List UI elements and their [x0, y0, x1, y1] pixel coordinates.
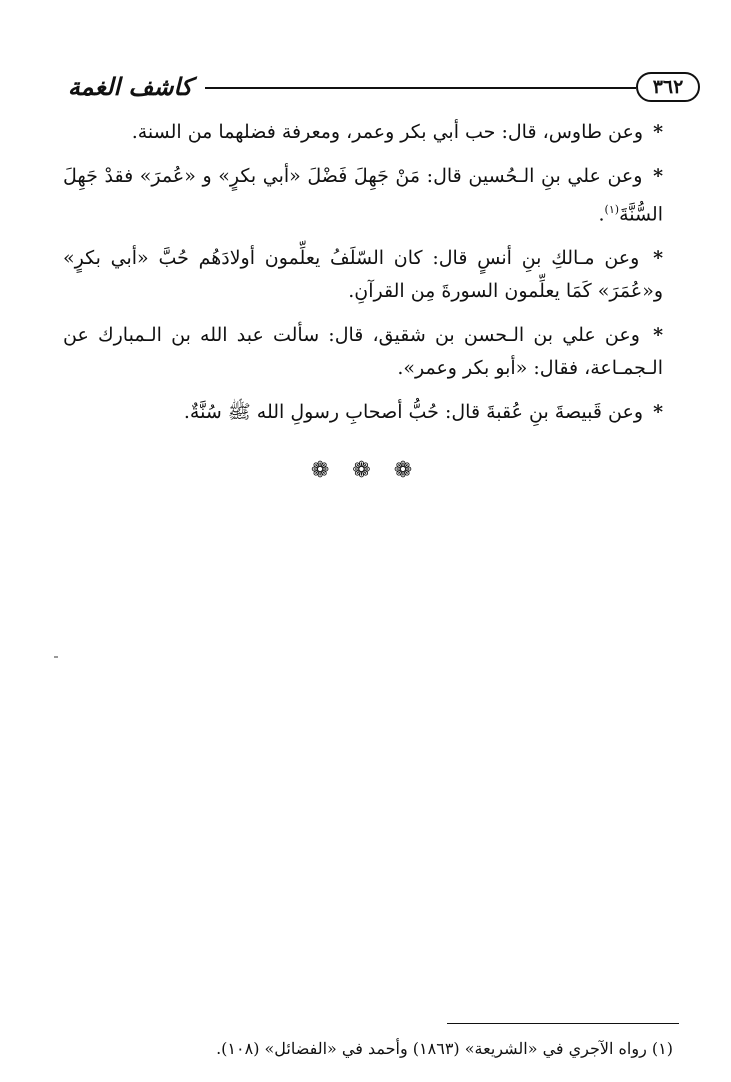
- scan-speck: [54, 656, 58, 658]
- paragraph-text: وعن مـالكِ بنِ أنسٍ قال: كان السّلَفُ يعلِّمون أولادَهُم حُبَّ «أبي بكرٍ» و«عُمَرَ» كَمَا يعلِّمون السورةَ مِن القرآنِ.: [63, 247, 663, 303]
- page-header: [55, 70, 700, 110]
- paragraph-text: وعن علي بنِ الـحُسين قال: مَنْ جَهِلَ فَضْلَ «أبي بكرٍ» و «عُمرَ» فقدْ جَهِلَ السُّنَّةَ: [63, 165, 663, 226]
- asterisk-bullet: *: [653, 165, 664, 187]
- asterisk-bullet: *: [653, 247, 663, 270]
- main-text: [63, 116, 663, 440]
- paragraph-tawus: [63, 116, 663, 149]
- footnote-rule: [447, 1023, 679, 1024]
- asterisk-bullet: *: [653, 121, 663, 143]
- section-end-ornament: ❁ ❁ ❁: [310, 458, 421, 483]
- footnote-reference: (١): [604, 203, 620, 216]
- paragraph-malik: [63, 242, 663, 308]
- paragraph-qabisa: [63, 396, 663, 429]
- running-title: كاشف الغمة: [67, 72, 193, 101]
- page-number: ٣٦٢: [636, 72, 700, 102]
- asterisk-bullet: *: [653, 324, 663, 347]
- header-rule: [205, 87, 636, 89]
- paragraph-text: وعن علي بن الـحسن بن شقيق، قال: سألت عبد الله بن الـمبارك عن الـجمـاعة، فقال: «أبو بكر وعمر».: [63, 324, 663, 380]
- paragraph-tail: .: [598, 203, 605, 226]
- paragraph-ali-ibn-husayn: [63, 160, 663, 231]
- paragraph-ali-ibn-hasan: [63, 319, 663, 385]
- paragraph-text: وعن قَبيصةَ بنِ عُقبةَ قال: حُبُّ أصحابِ رسولِ الله ﷺ سُنَّةٌ.: [183, 401, 644, 424]
- footnote: (١) رواه الآجري في «الشريعة» (١٨٦٣) وأحمد في «الفضائل» (١٠٨).: [216, 1039, 673, 1058]
- paragraph-text: وعن طاوس، قال: حب أبي بكر وعمر، ومعرفة فضلهما من السنة.: [131, 121, 644, 143]
- asterisk-bullet: *: [653, 401, 663, 424]
